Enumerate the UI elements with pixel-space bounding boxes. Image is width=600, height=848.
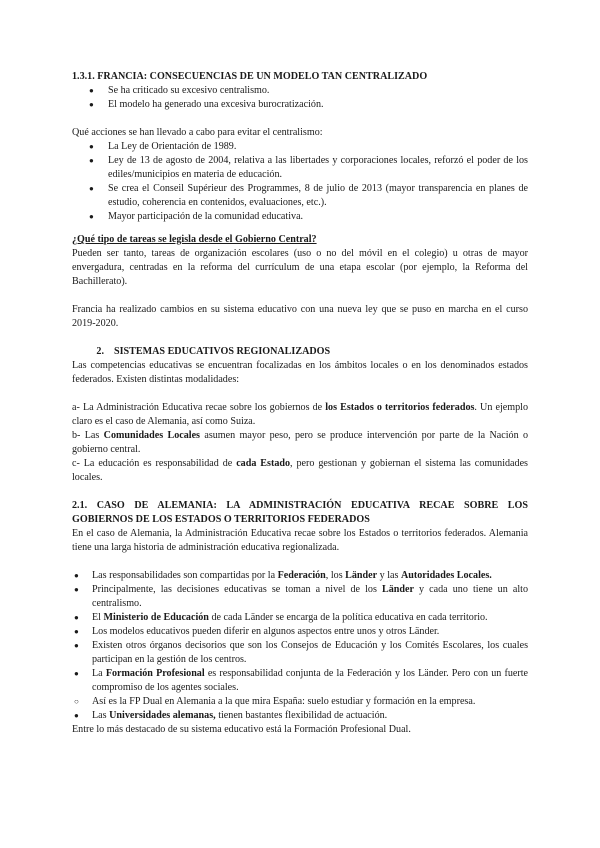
text-run: tienen bastantes flexibilidad de actuación. — [215, 710, 388, 721]
list-item — [72, 709, 528, 723]
bold-run: Formación Profesional — [105, 668, 205, 679]
list-item: ● Los modelos educativos pueden diferir en algunos aspectos entre unos y otros Länder. — [72, 625, 528, 639]
modalidad-a — [72, 401, 528, 429]
text-run: Principalmente, las decisiones educativas se toman a nivel de los — [92, 584, 382, 595]
bullet-list-alemania — [72, 569, 528, 723]
text-run: a- La Administración Educativa recae sobre los gobiernos de — [72, 402, 326, 413]
modalidad-c — [72, 457, 528, 485]
tareas-question — [72, 233, 528, 247]
list-item — [72, 667, 528, 709]
tareas-paragraph-1: Pueden ser tanto, tareas de organización escolares (uso o no del móvil en el colegio) u otras de mayor envergadura, centradas en la reforma del currículum de una etapa escolar (por ejemplo, la Reforma del Bachillerato). — [72, 248, 528, 287]
text-run: . Un ejemplo claro es el caso de Alemania, así como Suiza. — [72, 402, 528, 427]
section-heading-1-3-1: 1.3.1. FRANCIA: CONSECUENCIAS DE UN MODELO TAN CENTRALIZADO — [72, 71, 428, 82]
sub-list — [72, 695, 528, 709]
bold-run: Länder — [345, 570, 378, 581]
list-item: ● Existen otros órganos decisorios que son los Consejos de Educación y los Comités Escolares, los cuales participan en la gestión de los centros. — [72, 639, 528, 667]
text-run: asumen mayor peso, pero se produce intervención por parte de la Nación o gobierno central. — [72, 430, 528, 455]
section-heading-2 — [72, 345, 528, 359]
acciones-intro: Qué acciones se han llevado a cabo para evitar el centralismo: — [72, 127, 323, 138]
text-run: c- La educación es responsabilidad de — [72, 458, 237, 469]
bold-run: Ministerio de Educación — [103, 612, 209, 623]
list-item: ● Mayor participación de la comunidad educativa. — [72, 210, 528, 224]
document-page — [72, 70, 528, 737]
text-run: El — [92, 612, 104, 623]
text-run: y cada uno tiene un alto centralismo. — [92, 584, 529, 609]
s21-intro: En el caso de Alemania, la Administración Educativa recae sobre los Estados o territorios federados. Alemania tiene una larga historia de administración educativa regionalizada. — [72, 528, 528, 553]
underlined-question: ¿Qué tipo de tareas se legisla desde el Gobierno Central? — [72, 234, 317, 245]
text-run: b- Las — [72, 430, 104, 441]
section-title: SISTEMAS EDUCATIVOS REGIONALIZADOS — [114, 346, 331, 357]
text-run: Las — [92, 710, 110, 721]
bold-run: Länder — [381, 584, 414, 595]
list-item: ● El modelo ha generado una excesiva burocratización. — [72, 98, 528, 112]
bold-run: los Estados o territorios federados — [325, 402, 475, 413]
bold-run: Federación — [277, 570, 326, 581]
text-run: y las — [377, 570, 401, 581]
bold-run: Comunidades Locales — [103, 430, 200, 441]
list-item: ● Se ha criticado su excesivo centralismo. — [72, 84, 528, 98]
bullet-list-acciones — [72, 140, 528, 224]
text-run: , pero gestionan y gobiernan el sistema las comunidades locales. — [72, 458, 528, 483]
tareas-paragraph-2: Francia ha realizado cambios en su sistema educativo con una nueva ley que se puso en marcha en el curso 2019-2020. — [72, 304, 528, 329]
list-item — [72, 569, 528, 583]
list-item: ● Se crea el Conseil Supérieur des Programmes, 8 de julio de 2013 (mayor transparencia en planes de estudio, coherencia en contenidos, evaluaciones, etc.). — [72, 182, 528, 210]
list-item: ● Ley de 13 de agosto de 2004, relativa a las libertades y corporaciones locales, reforzó el poder de los ediles/municipios en materia de educación. — [72, 154, 528, 182]
s2-intro: Las competencias educativas se encuentran focalizadas en los ámbitos locales o en los denominados estados federados. Existen distintas modalidades: — [72, 360, 528, 385]
closing-line: Entre lo más destacado de su sistema educativo está la Formación Profesional Dual. — [72, 724, 411, 735]
text-run: , los — [325, 570, 346, 581]
bold-run: cada Estado — [236, 458, 291, 469]
text-run: es responsabilidad conjunta de la Federación y los Länder. Pero con un fuerte compromiso de los agentes sociales. — [92, 668, 528, 693]
bold-run: Universidades alemanas, — [109, 710, 216, 721]
modalidad-b — [72, 429, 528, 457]
bold-run: Autoridades Locales. — [400, 570, 492, 581]
sub-list-item: ○ Así es la FP Dual en Alemania a la que mira España: suelo estudiar y formación en la empresa. — [72, 695, 528, 709]
section-number: 2. — [96, 346, 104, 357]
section-heading-2-1: 2.1. CASO DE ALEMANIA: LA ADMINISTRACIÓN EDUCATIVA RECAE SOBRE LOS GOBIERNOS DE LOS ESTADOS O TERRITORIOS FEDERADOS — [72, 500, 528, 525]
list-item — [72, 583, 528, 611]
bullet-list-criticas — [72, 84, 528, 112]
list-item — [72, 611, 528, 625]
list-item: ● La Ley de Orientación de 1989. — [72, 140, 528, 154]
text-run: Las responsabilidades son compartidas por la — [92, 570, 278, 581]
text-run: de cada Länder se encarga de la política educativa en cada territorio. — [208, 612, 488, 623]
text-run: La — [92, 668, 106, 679]
